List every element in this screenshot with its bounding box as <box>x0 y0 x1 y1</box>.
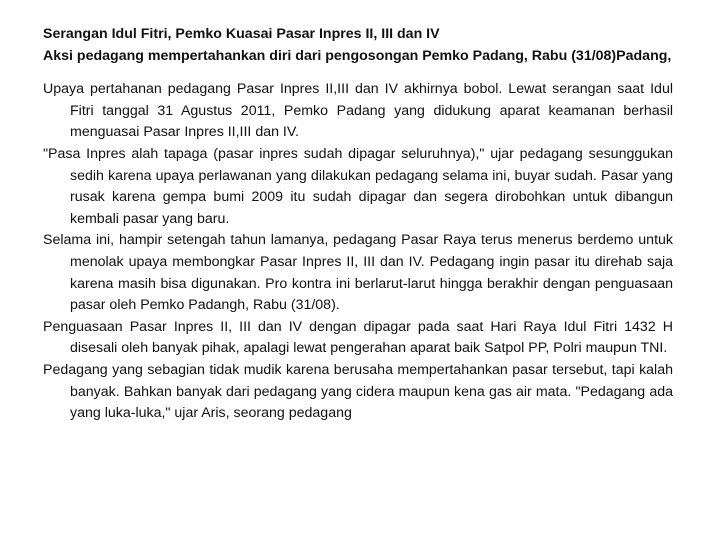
article-title: Serangan Idul Fitri, Pemko Kuasai Pasar Inpres II, III dan IV <box>43 26 440 42</box>
paragraph-3: Selama ini, hampir setengah tahun lamanya, pedagang Pasar Raya terus menerus berdemo untuk menolak upaya membongkar Pasar Inpres II, III dan IV. Pedagang ingin pasar itu direhab saja karena masih bisa digunakan. Pro kontra ini berlarut-larut hingga berakhir dengan penguasaan pasar oleh Pemko Padangh, Rabu (31/08). <box>43 232 673 314</box>
paragraph-1: Upaya pertahanan pedagang Pasar Inpres II,III dan IV akhirnya bobol. Lewat serangan saat Idul Fitri tanggal 31 Agustus 2011, Pemko Padang yang didukung aparat keamanan berhasil menguasai Pasar Inpres II,III dan IV. <box>43 81 673 141</box>
paragraph-2: "Pasa Inpres alah tapaga (pasar inpres sudah dipagar seluruhnya)," ujar pedagang sesunggukan sedih karena upaya perlawanan yang dilakukan pedagang selama ini, buyar sudah. Pasar yang rusak karena gempa bumi 2009 itu sudah dipagar dan segera dirobohkan untuk dibangun kembali pasar yang baru. <box>43 145 673 227</box>
paragraph-4: Penguasaan Pasar Inpres II, III dan IV dengan dipagar pada saat Hari Raya Idul Fitri 1432 H disesali oleh banyak pihak, apalagi lewat pengerahan aparat baik Satpol PP, Polri maupun TNI. <box>43 318 673 357</box>
document-page <box>43 24 673 425</box>
paragraph-5: Pedagang yang sebagian tidak mudik karena berusaha mempertahankan pasar tersebut, tapi kalah banyak. Bahkan banyak dari pedagang yang cidera maupun kena gas air mata. "Pedagang ada yang luka-luka," ujar Aris, seorang pedagang <box>43 361 673 422</box>
article-lead: Aksi pedagang mempertahankan diri dari pengosongan Pemko Padang, Rabu (31/08)Padang, <box>43 47 672 64</box>
